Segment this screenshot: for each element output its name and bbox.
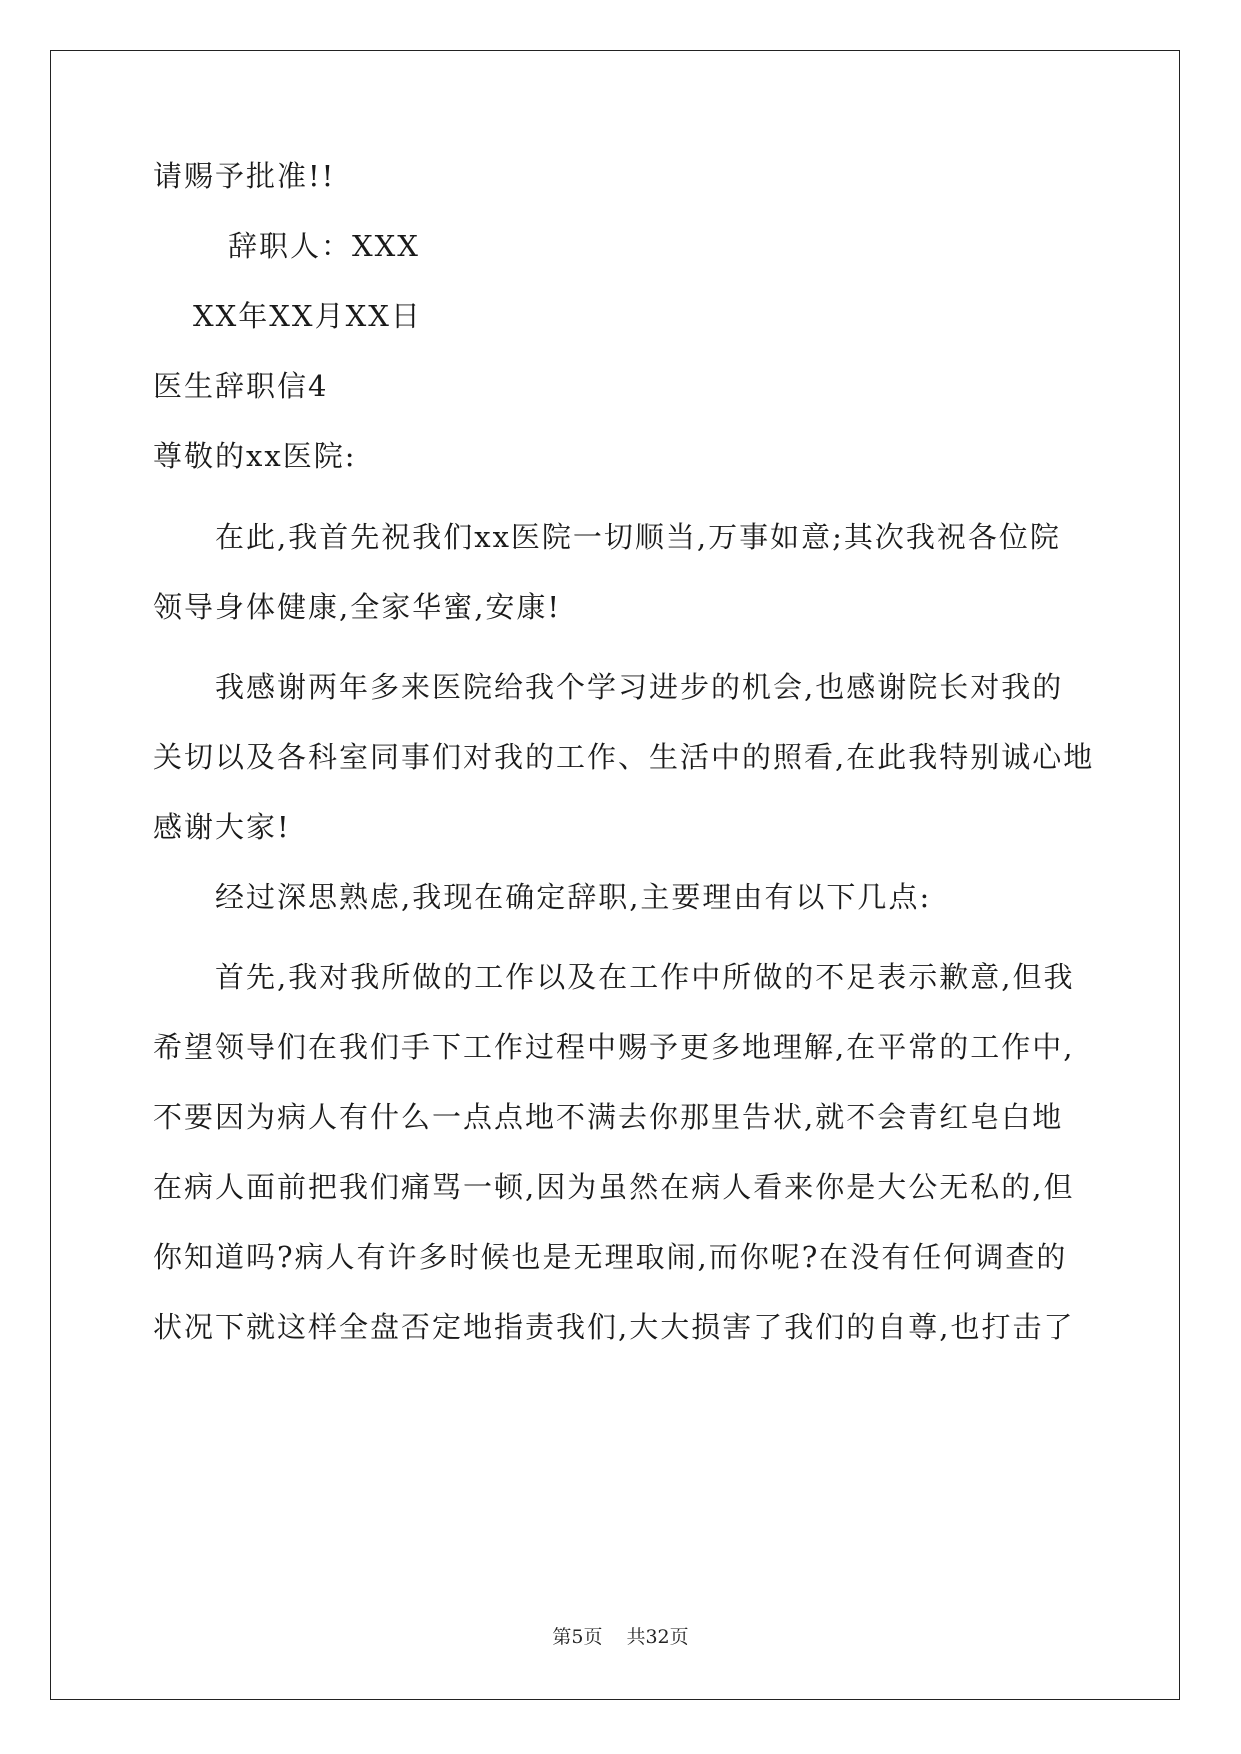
approval-request-line: 请赐予批准!! [153,159,336,193]
paragraph-line: 我感谢两年多来医院给我个学习进步的机会,也感谢院长对我的 [215,670,1064,704]
date-line: XX年XX月XX日 [193,299,422,333]
paragraph-line: 感谢大家! [153,810,291,844]
paragraph-line: 领导身体健康,全家华蜜,安康! [153,590,562,624]
page-footer [0,1622,1241,1649]
paragraph-line: 在病人面前把我们痛骂一顿,因为虽然在病人看来你是大公无私的,但 [153,1170,1075,1204]
paragraph-line: 经过深思熟虑,我现在确定辞职,主要理由有以下几点: [215,880,932,914]
paragraph-line: 希望领导们在我们手下工作过程中赐予更多地理解,在平常的工作中, [153,1030,1075,1064]
letter-title: 医生辞职信4 [153,369,329,403]
page-total: 共32页 [626,1626,689,1648]
salutation: 尊敬的xx医院: [153,439,357,473]
paragraph-line: 关切以及各科室同事们对我的工作、生活中的照看,在此我特别诚心地 [153,740,1095,774]
paragraph-line: 首先,我对我所做的工作以及在工作中所做的不足表示歉意,但我 [215,960,1075,994]
paragraph-line: 在此,我首先祝我们xx医院一切顺当,万事如意;其次我祝各位院 [215,520,1061,554]
paragraph-line: 状况下就这样全盘否定地指责我们,大大损害了我们的自尊,也打击了 [153,1310,1075,1344]
page-number: 第5页 [552,1626,603,1648]
resigner-line: 辞职人：XXX [228,229,420,263]
paragraph-line: 你知道吗?病人有许多时候也是无理取闹,而你呢?在没有任何调查的 [153,1240,1068,1274]
paragraph-line: 不要因为病人有什么一点点地不满去你那里告状,就不会青红皂白地 [153,1100,1064,1134]
